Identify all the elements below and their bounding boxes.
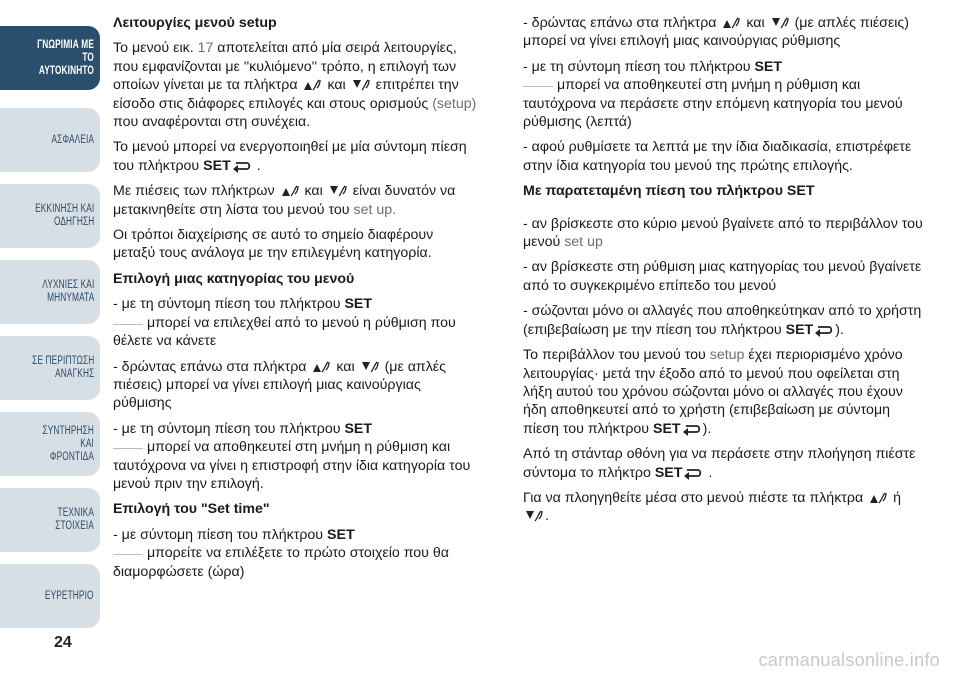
- bullet: [113, 295, 478, 350]
- indent-mark: [113, 448, 143, 449]
- heading-long-press: Με παρατεταμένη πίεση του πλήκτρου SET: [523, 183, 815, 200]
- setup-term: (setup): [432, 95, 477, 112]
- text: - δρώντας επάνω στα πλήκτρα: [523, 15, 717, 31]
- text: - δρώντας επάνω στα πλήκτρα: [113, 358, 307, 375]
- paragraph: [523, 489, 923, 526]
- bullet: [523, 302, 923, 339]
- paragraph: [113, 39, 478, 131]
- text: μπορεί να επιλεχθεί από το μενού η ρύθμιση που θέλετε να κάνετε: [113, 314, 456, 350]
- text: - με σύντομη πίεση του πλήκτρου: [113, 526, 324, 543]
- text: Το μενού εικ.: [113, 40, 198, 57]
- bullet: [523, 58, 923, 132]
- text: Για να πλοηγηθείτε μέσα στο μενού πιέστε τα πλήκτρα: [523, 489, 864, 506]
- tab-label: ΣΕ ΠΕΡΙΠΤΩΣΗ ΑΝΑΓΚΗΣ: [31, 355, 94, 380]
- tab-maintenance[interactable]: [0, 412, 100, 476]
- bullet: [113, 420, 478, 494]
- paragraph: Οι τρόποι διαχείρισης σε αυτό το σημείο διαφέρουν μεταξύ τους ανάλογα με την επιλεγμένη κατηγορία.: [113, 227, 434, 262]
- indent-mark: [523, 86, 553, 87]
- text: είναι δυνατόν να μετακινηθείτε στη λίστα του μενού του: [113, 183, 456, 218]
- text: ).: [702, 420, 712, 437]
- bullet: [113, 526, 478, 581]
- bullet: [523, 215, 923, 252]
- text: .: [708, 464, 713, 481]
- heading-setup-functions: Λειτουργίες μενού setup: [113, 15, 277, 31]
- tab-warning-lights[interactable]: [0, 260, 100, 324]
- tab-label: ΛΥΧΝΙΕΣ ΚΑΙ ΜΗΝΥΜΑΤΑ: [41, 279, 94, 304]
- text: ή: [893, 489, 901, 506]
- text: και: [746, 15, 765, 31]
- tab-technical-data[interactable]: [0, 488, 100, 552]
- tab-getting-to-know[interactable]: [0, 26, 100, 90]
- text: - με τη σύντομη πίεση του πλήκτρου: [113, 420, 341, 437]
- text: - με τη σύντομη πίεση του πλήκτρου: [523, 58, 751, 75]
- up-arrow-icon: [722, 14, 740, 30]
- return-arrow-icon: [233, 157, 251, 173]
- tab-label: ΕΚΚΙΝΗΣΗ ΚΑΙ ΟΔΗΓΗΣΗ: [34, 203, 94, 228]
- text: Το μενού μπορεί να ενεργοποιηθεί με μία σύντομη πίεση του πλήκτρου: [113, 139, 467, 174]
- text: που αναφέρονται στη συνέχεια.: [113, 114, 311, 131]
- watermark: carmanualsonline.info: [758, 650, 940, 670]
- text: μπορεί να αποθηκευτεί στη μνήμη η ρύθμιση και ταυτόχρονα να γίνει η επιστροφή στην ίδια κατηγορία του μενού πριν την επιλογή.: [113, 439, 471, 492]
- tab-label: ΤΕΧΝΙΚΑ ΣΤΟΙΧΕΙΑ: [55, 507, 94, 532]
- text: (με απλές πιέσεις) μπορεί να γίνει επιλογή μιας καινούργιας ρύθμισης: [523, 15, 909, 50]
- bullet: - αφού ρυθμίσετε τα λεπτά με την ίδια διαδικασία, επιστρέφετε στην ίδια κατηγορία του μενού της πρώτης επιλογής.: [523, 139, 912, 174]
- bullet: [113, 358, 478, 413]
- figure-ref: 17: [197, 40, 214, 57]
- text: - σώζονται μόνο οι αλλαγές που αποθηκεύτηκαν από το χρήστη (επιβεβαίωση με την πίεση του πλήκτρου: [523, 303, 922, 338]
- paragraph: [523, 346, 923, 438]
- up-arrow-icon: [281, 182, 299, 198]
- return-arrow-icon: [683, 420, 701, 436]
- set-key-label: SET: [785, 321, 814, 338]
- text: Με πιέσεις των πλήκτρων: [113, 183, 275, 200]
- text: και: [327, 77, 346, 94]
- set-key-label: SET: [344, 296, 373, 313]
- text: επιτρέπει την είσοδο στις διάφορες επιλογές και στους ορισμούς: [113, 77, 459, 112]
- tab-index[interactable]: [0, 564, 100, 628]
- heading-select-category: Επιλογή μιας κατηγορίας του μενού: [113, 270, 355, 287]
- set-key-label: SET: [654, 464, 683, 481]
- heading-set-time: Επιλογή του "Set time": [113, 501, 270, 518]
- down-arrow-icon: [361, 358, 379, 374]
- text: και: [304, 183, 323, 200]
- text: μπορείτε να επιλέξετε το πρώτο στοιχείο που θα διαμορφώσετε (ώρα): [113, 545, 449, 580]
- set-key-label: SET: [327, 526, 355, 543]
- down-arrow-icon: [771, 14, 789, 30]
- tab-starting-driving[interactable]: [0, 184, 100, 248]
- tab-safety[interactable]: [0, 108, 100, 172]
- bullet: [523, 14, 923, 51]
- set-key-label: SET: [653, 420, 681, 437]
- text: αποτελείται από μία σειρά λειτουργίες, που εμφανίζονται με ''κυλιόμενο'' τρόπο, η επιλογή των οποίων γίνεται με τα πλήκτρα: [113, 40, 457, 94]
- up-arrow-icon: [312, 358, 330, 374]
- text: Από τη στάνταρ οθόνη για να περάσετε στην πλοήγηση πιέστε σύντομα το πλήκτρο: [523, 446, 916, 481]
- up-arrow-icon: [869, 489, 887, 505]
- bullet: - αν βρίσκεστε στη ρύθμιση μιας κατηγορίας του μενού βγαίνετε από το συγκεκριμένο επίπεδο του μενού: [523, 259, 922, 294]
- down-arrow-icon: [525, 507, 543, 523]
- paragraph: [113, 138, 478, 175]
- indent-mark: [113, 554, 143, 555]
- setup-term: setup: [709, 347, 745, 364]
- set-key-label: SET: [754, 58, 783, 75]
- tab-label: ΓΝΩΡΙΜΙΑ ΜΕ ΤΟ ΑΥΤΟΚΙΝΗΤΟ: [37, 38, 94, 77]
- return-arrow-icon: [815, 321, 833, 337]
- text: μπορεί να αποθηκευτεί στη μνήμη η ρύθμιση και ταυτόχρονα να περάσετε στην επόμενη κατηγορία του μενού ρύθμισης (λεπτά): [523, 77, 903, 131]
- down-arrow-icon: [352, 76, 370, 92]
- set-key-label: SET: [203, 157, 231, 174]
- return-arrow-icon: [684, 464, 702, 480]
- page-number: 24: [54, 634, 72, 651]
- left-column: [113, 14, 478, 588]
- setup-term: set up.: [353, 201, 397, 218]
- paragraph: [113, 182, 478, 219]
- section-tabs-sidebar: [0, 0, 100, 678]
- paragraph: [523, 445, 923, 482]
- text: .: [256, 157, 261, 174]
- text: ).: [835, 321, 844, 338]
- text: - αν βρίσκεστε στο κύριο μενού βγαίνετε από το περιβάλλον του μενού: [523, 215, 923, 251]
- text: (με απλές πιέσεις) μπορεί να γίνει επιλογή μιας καινούργιας ρύθμισης: [113, 358, 446, 412]
- right-column: [523, 14, 923, 533]
- down-arrow-icon: [329, 182, 347, 198]
- text: Το περιβάλλον του μενού του: [523, 347, 706, 364]
- indent-mark: [113, 324, 143, 325]
- tab-label: ΣΥΝΤΗΡΗΣΗ ΚΑΙ ΦΡΟΝΤΙΔΑ: [42, 424, 94, 463]
- text: .: [545, 508, 549, 525]
- text: - με τη σύντομη πίεση του πλήκτρου: [113, 296, 341, 313]
- tab-label: ΕΥΡΕΤΗΡΙΟ: [45, 589, 94, 602]
- up-arrow-icon: [303, 76, 321, 92]
- text: έχει περιορισμένο χρόνο λειτουργίας· μετά την έξοδο από το μενού που οφείλεται στη λήξη αυτού του χρόνου σώζονται μόνο οι αλλαγές που έχουν ήδη αποθηκευτεί από το χρήστη (επιβεβαίωση με σύντομη πίεση του πλήκτρου: [523, 347, 903, 437]
- tab-emergency[interactable]: [0, 336, 100, 400]
- setup-term: set up: [564, 234, 603, 251]
- text: και: [336, 358, 355, 375]
- set-key-label: SET: [344, 420, 373, 437]
- tab-label: ΑΣΦΑΛΕΙΑ: [51, 133, 94, 146]
